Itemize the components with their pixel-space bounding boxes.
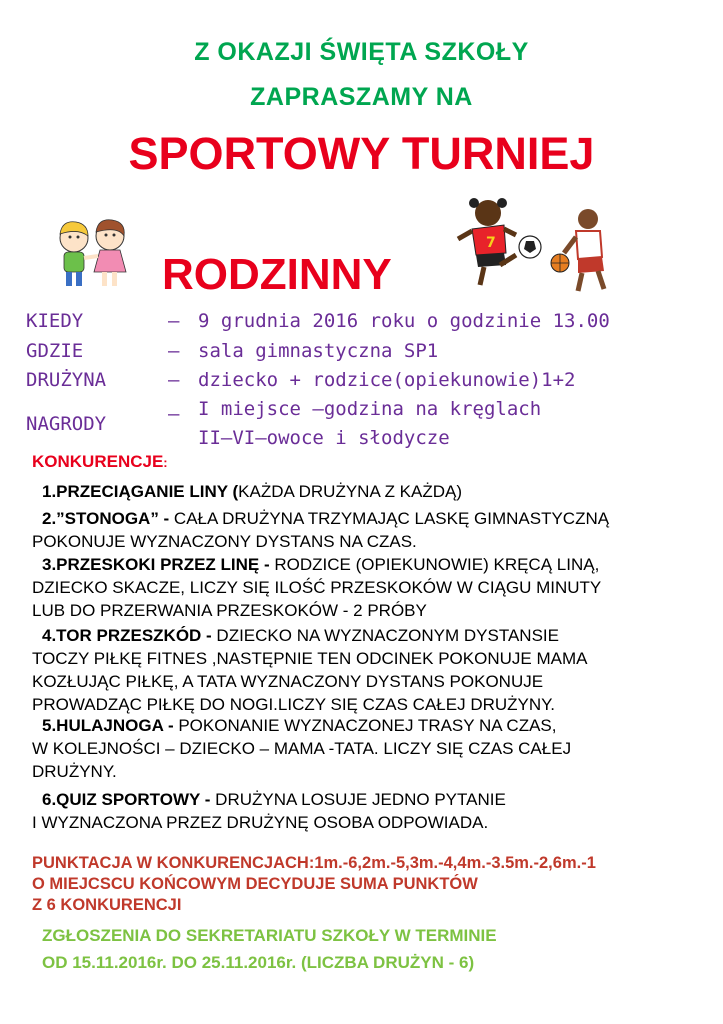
svg-text:7: 7 [486, 235, 496, 251]
event-info [26, 310, 716, 450]
competition-item: 3.PRZESKOKI PRZEZ LINĘ - RODZICE (OPIEKUNOWIE) KRĘCĄ LINĄ, DZIECKO SKACZE, LICZY SIĘ ILOŚĆ PRZESKOKÓW W CIĄGU MINUTY LUB DO PRZERWANIA PRZESKOKÓW - 2 PRÓBY [32, 555, 602, 620]
info-value: dziecko + rodzice(opiekunowie)1+2 [198, 369, 576, 391]
competition-item: 2.”STONOGA” - CAŁA DRUŻYNA TRZYMAJĄC LASKĘ GIMNASTYCZNĄ POKONUJE WYZNACZONY DYSTANS NA CZAS. [32, 509, 610, 551]
info-label: NAGRODY [26, 413, 107, 435]
info-value: I miejsce –godzina na kręglach [198, 398, 542, 420]
page-title: SPORTOWY TURNIEJ [128, 128, 595, 179]
info-row-when [26, 310, 716, 336]
children-holding-hands-icon [48, 210, 138, 290]
info-dash: – [168, 340, 180, 362]
info-label: GDZIE [26, 340, 84, 362]
competition-item: 4.TOR PRZESZKÓD - DZIECKO NA WYZNACZONYM DYSTANSIE TOCZY PIŁKĘ FITNES ,NASTĘPNIE TEN ODCINEK POKONUJE MAMA KOZŁUJĄC PIŁKĘ, A TATA WYZNACZONY DYSTANS POKONUJE PROWADZĄC PIŁKĘ DO NOGI.LICZY SIĘ CZAS CAŁEJ DRUŻYNY. [32, 626, 588, 714]
competition-item: 6.QUIZ SPORTOWY - DRUŻYNA LOSUJE JEDNO PYTANIE I WYZNACZONA PRZEZ DRUŻYNĘ OSOBA ODPOWIADA. [32, 790, 506, 832]
info-row-team [26, 369, 716, 395]
info-label: DRUŻYNA [26, 369, 107, 391]
info-value: sala gimnastyczna SP1 [198, 340, 439, 362]
info-dash: – [168, 403, 180, 425]
info-value: II–VI–owoce i słodycze [198, 427, 450, 449]
registration-info: ZGŁOSZENIA DO SEKRETARIATU SZKOŁY W TERMINIE OD 15.11.2016r. DO 25.11.2016r. (LICZBA DRUŻYN - 6) [42, 926, 497, 972]
info-row-where [26, 340, 716, 366]
info-dash: – [168, 310, 180, 332]
info-label: KIEDY [26, 310, 84, 332]
info-value: 9 grudnia 2016 roku o godzinie 13.00 [198, 310, 610, 332]
girl-kicking-ball-icon [450, 195, 550, 290]
scoring-info: PUNKTACJA W KONKURENCJACH:1m.-6,2m.-5,3m.-4,4m.-3.5m.-2,6m.-1 O MIEJCSCU KOŃCOWYM DECYDUJE SUMA PUNKTÓW Z 6 KONKURENCJI [32, 854, 596, 914]
competitions-heading: KONKURENCJE: [32, 452, 168, 471]
page-subtitle: RODZINNY [162, 250, 392, 299]
info-dash: – [168, 369, 180, 391]
header-line-1: Z OKAZJI ŚWIĘTA SZKOŁY [194, 38, 529, 66]
header-line-2: ZAPRASZAMY NA [250, 83, 473, 111]
info-row-prizes [26, 398, 716, 450]
competition-item: 1.PRZECIĄGANIE LINY (KAŻDA DRUŻYNA Z KAŻDĄ) [42, 482, 463, 501]
basketball-player-icon [548, 205, 618, 295]
competition-item: 5.HULAJNOGA - POKONANIE WYZNACZONEJ TRASY NA CZAS, W KOLEJNOŚCI – DZIECKO – MAMA -TATA. LICZY SIĘ CZAS CAŁEJ DRUŻYNY. [32, 716, 572, 781]
